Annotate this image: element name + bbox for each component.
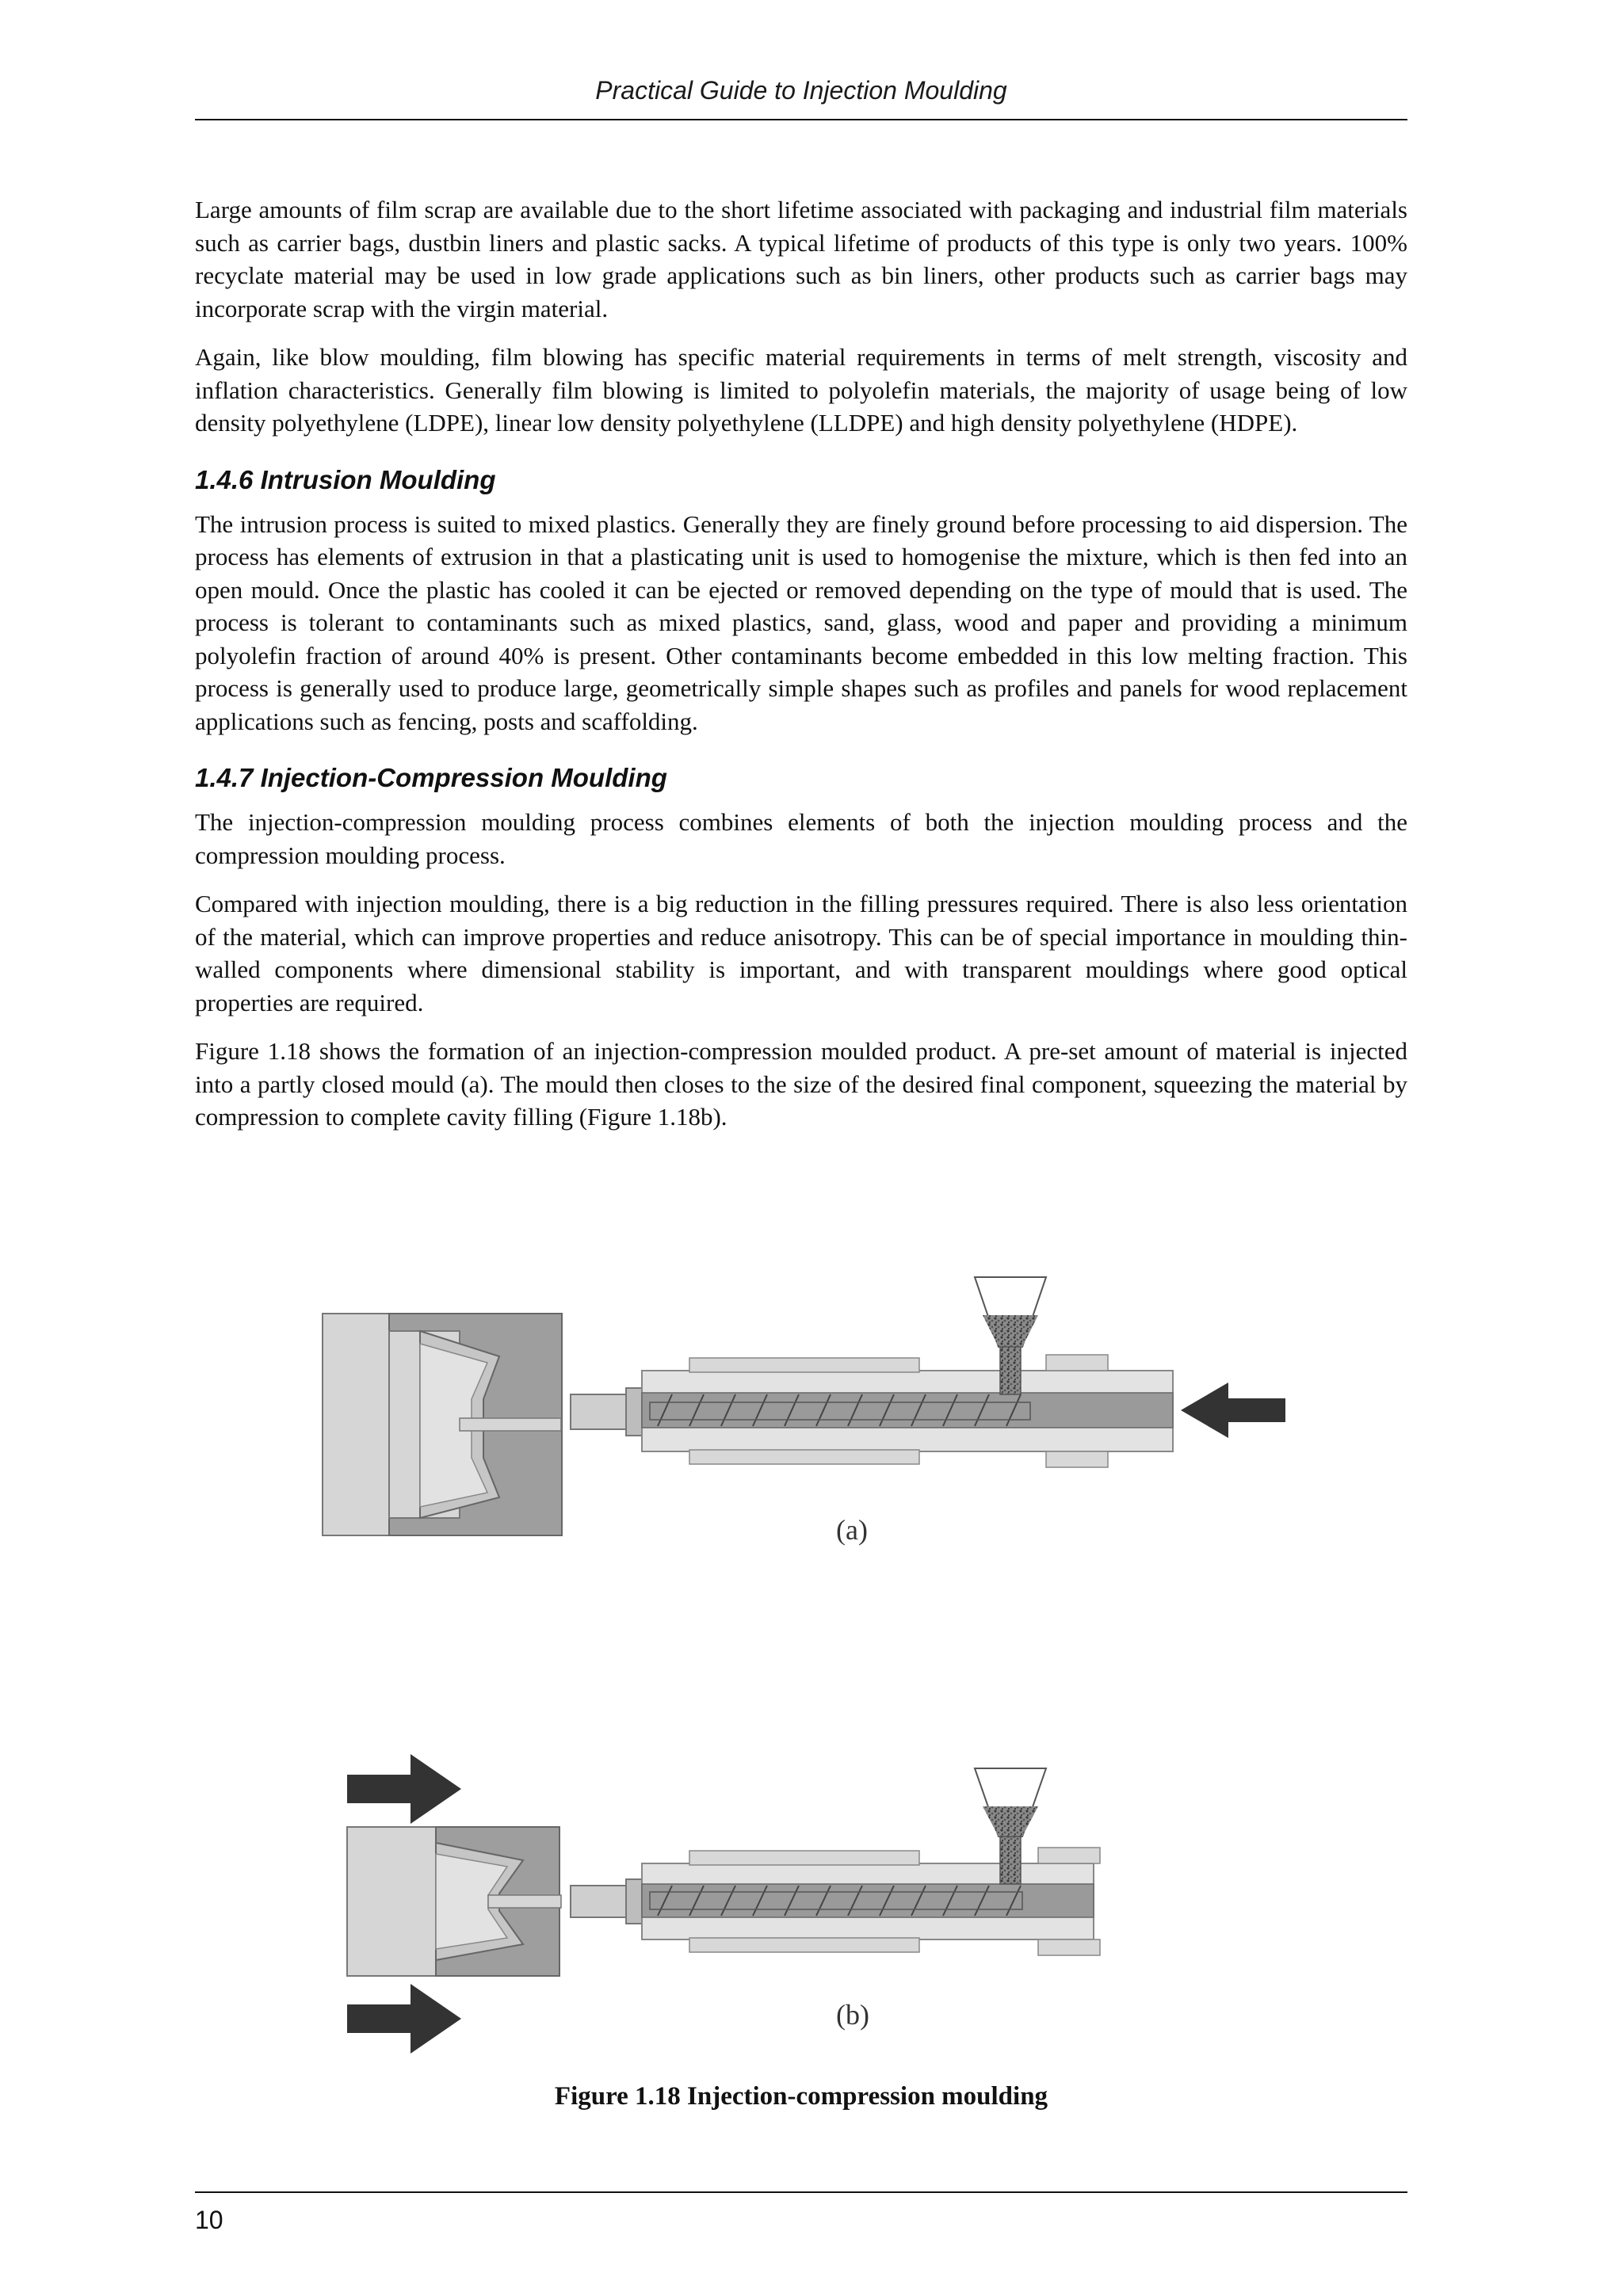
header-rule — [195, 119, 1407, 120]
mould-b — [347, 1827, 561, 1976]
paragraph-film-scrap: Large amounts of film scrap are available due to the short lifetime associated with packaging and industrial film materials such as carrier bags, dustbin liners and plastic sacks. A typical lifetime of products of this type is only two years. 100% recyclate material may be used in low grade applications such as bin liners, other products such as carrier bags may incorporate scrap with the virgin material. — [195, 196, 1407, 322]
heading-injection-compression: 1.4.7 Injection-Compression Moulding — [195, 763, 667, 792]
figure-label-a: (a) — [836, 1514, 868, 1546]
mould-a — [323, 1314, 562, 1535]
injection-unit-b — [571, 1768, 1100, 1955]
heading-intrusion-moulding: 1.4.6 Intrusion Moulding — [195, 464, 496, 494]
diagram-a — [323, 1277, 1285, 1535]
figure-1-18 — [309, 1260, 1308, 2100]
push-arrow-a — [1181, 1383, 1285, 1438]
figure-illustration — [309, 1260, 1308, 2084]
paragraph-film-blowing: Again, like blow moulding, film blowing has specific material requirements in terms of melt strength, viscosity and inflation characteristics. Generally film blowing is limited to polyolefin materials, the majority of usage being of low density polyethylene (LDPE), linear low density polyethylene (LLDPE) and high density polyethylene (HDPE). — [195, 343, 1407, 437]
injection-unit-a — [571, 1277, 1173, 1467]
footer-rule — [195, 2191, 1407, 2193]
paragraph-combines: The injection-compression moulding process combines elements of both the injection moulding process and the compression moulding process. — [195, 808, 1407, 869]
paragraph-intrusion: The intrusion process is suited to mixed plastics. Generally they are finely ground before processing to aid dispersion. The process has elements of extrusion in that a plasticating unit is used to homogenise the mixture, which is then fed into an open mould. Once the plastic has cooled it can be ejected or removed depending on the type of mould that is used. The process is tolerant to contaminants such as mixed plastics, sand, glass, wood and paper and providing a minimum polyolefin fraction of around 40% is present. Other contaminants become embedded in this low melting fraction. This process is generally used to produce large, geometrically simple shapes such as profiles and panels for wood replacement applications such as fencing, posts and scaffolding. — [195, 509, 1407, 735]
figure-caption: Figure 1.18 Injection-compression moulding — [554, 2082, 1048, 2111]
paragraph-figure-ref: Figure 1.18 shows the formation of an injection-compression moulded product. A pre-set amount of material is injected into a partly closed mould (a). The mould then closes to the size of the desired final component, squeezing the material by compression to complete cavity filling (Figure 1.18b). — [195, 1037, 1407, 1131]
figure-label-b: (b) — [836, 1999, 869, 2031]
clamp-arrow-bottom — [347, 1984, 461, 2054]
paragraph-compared: Compared with injection moulding, there is a big reduction in the filling pressures required. There is also less orientation of the material, which can improve properties and reduce anisotropy. This can be of special importance in moulding thin-walled components where dimensional stability is important, and with transparent mouldings where good optical properties are required. — [195, 890, 1407, 1016]
body-text — [195, 193, 1407, 1150]
diagram-b — [347, 1754, 1100, 2054]
running-header: Practical Guide to Injection Moulding — [595, 76, 1007, 105]
page-number: 10 — [195, 2206, 223, 2234]
clamp-arrow-top — [347, 1754, 461, 1824]
